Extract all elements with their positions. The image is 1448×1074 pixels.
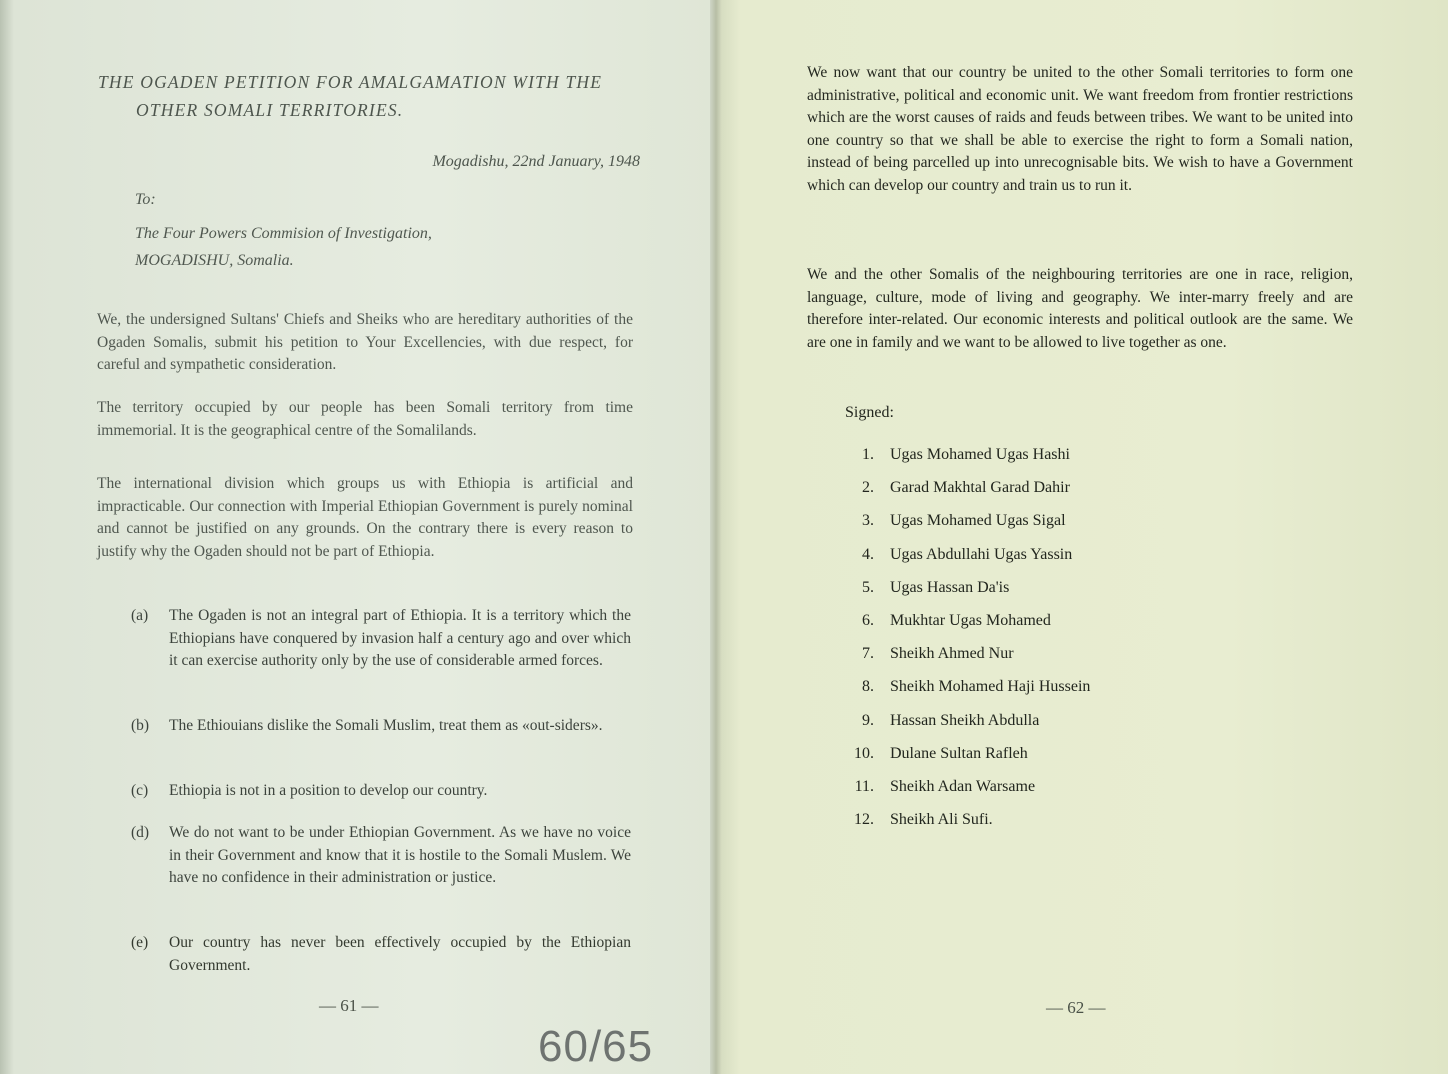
signed-label: Signed: [845,404,894,421]
paragraph: We now want that our country be united to the other Somali territories to form one administrative, political and economic unit. We want freedom from frontier restrictions which are the worst causes of raids and feuds between tribes. We want to be united into one country so that we shall be able to exercise the right to form a Somali nation, instead of being parcelled up into unrecognisable bits. We wish to have a Government which can develop our country and train us to run it. [807,64,1353,194]
signatory-name: Ugas Abdullahi Ugas Yassin [890,545,1073,563]
signatory-name: Ugas Hassan Da'is [890,578,1010,596]
signatory-number: 6. [862,611,874,629]
signatory-item [848,811,1090,844]
signatory-number: 5. [862,578,874,596]
item-label: (d) [131,824,150,841]
paragraph: We, the undersigned Sultans' Chiefs and Sheiks who are hereditary authorities of the Ogaden Somalis, submit his petition to Your Excellencies, with due respect, for careful and sympathetic consideration. [97,311,633,373]
place-date: Mogadishu, 22nd January, 1948 [432,153,640,170]
page-counter-stamp: 60/65 [538,1022,654,1071]
signatory-item [848,479,1090,512]
signatory-number: 12. [854,811,874,829]
signatory-number: 10. [854,744,874,762]
item-text: Our country has never been effectively occupied by the Ethiopian Government. [169,934,631,974]
signatory-item [848,678,1090,711]
paragraph: The territory occupied by our people has been Somali territory from time immemorial. It is the geographical centre of the Somalilands. [97,399,633,439]
signatory-number: 2. [862,479,874,497]
signatory-item [848,712,1090,745]
signatory-name: Sheikh Ahmed Nur [890,645,1014,663]
signatory-number: 11. [854,777,874,795]
list-item [131,605,631,673]
addressee-line-2: MOGADISHU, Somalia. [135,252,294,269]
signatory-name: Sheikh Ali Sufi. [890,811,993,829]
signatory-name: Ugas Mohamed Ugas Sigal [890,512,1066,530]
title-line-1: THE OGADEN PETITION FOR AMALGAMATION WITH THE [98,72,603,92]
book-gutter [710,0,722,1074]
signatory-item [848,612,1090,645]
signatory-name: Sheikh Adan Warsame [890,777,1036,795]
title-line-2: OTHER SOMALI TERRITORIES. [136,100,404,120]
item-text: The Ogaden is not an integral part of Ethiopia. It is a territory which the Ethiopians have conquered by invasion half a century ago and over which it can exercise authority only by the use of considerable armed forces. [169,607,631,669]
signatory-number: 9. [862,711,874,729]
signatory-number: 7. [862,645,874,663]
item-label: (a) [131,607,149,624]
item-label: (b) [131,717,150,734]
list-item [131,715,631,738]
addressee-line-1: The Four Powers Commision of Investigation, [135,225,432,242]
item-text: We do not want to be under Ethiopian Government. As we have no voice in their Government and know that it is hostile to the Somali Muslem. We have no confidence in their administration or justice. [169,824,631,886]
signatory-name: Ugas Mohamed Ugas Hashi [890,446,1070,463]
signatory-number: 4. [862,545,874,563]
item-label: (e) [131,934,149,951]
signatory-item [848,512,1090,545]
petition-title [98,68,643,124]
item-text: Ethiopia is not in a position to develop our country. [169,782,488,799]
list-item [131,932,631,977]
signatory-number: 8. [862,678,874,696]
list-item [131,822,631,890]
signatory-number: 3. [862,512,874,530]
signatory-name: Mukhtar Ugas Mohamed [890,611,1051,629]
signatory-item [848,546,1090,579]
signatory-item [848,645,1090,678]
signatory-name: Hassan Sheikh Abdulla [890,711,1040,729]
signatory-name: Sheikh Mohamed Haji Hussein [890,678,1091,696]
list-item [131,780,631,803]
paragraph: The international division which groups us with Ethiopia is artificial and impracticable. Our connection with Imperial Ethiopian Government is purely nominal and cannot be justified on any grounds. On the contrary there is every reason to justify why the Ogaden should not be part of Ethiopia. [97,475,633,560]
to-label: To: [135,191,156,208]
page-number: — 61 — [319,996,379,1015]
item-label: (c) [131,782,149,799]
paragraph: We and the other Somalis of the neighbouring territories are one in race, religion, language, culture, mode of living and geography. We inter-marry freely and are therefore inter-related. Our economic interests and political outlook are the same. We are one in family and we want to be allowed to live together as one. [807,266,1353,351]
signatory-number: 1. [862,446,874,463]
signatory-name: Garad Makhtal Garad Dahir [890,479,1070,497]
signatory-item [848,778,1090,811]
signatory-item [848,446,1090,479]
signatory-name: Dulane Sultan Rafleh [890,744,1028,762]
signatory-list [848,446,1090,844]
left-page [0,0,716,1074]
page-number: — 62 — [1046,998,1106,1017]
signatory-item [848,579,1090,612]
item-text: The Ethiouians dislike the Somali Muslim, treat them as «out-siders». [169,717,603,734]
signatory-item [848,745,1090,778]
